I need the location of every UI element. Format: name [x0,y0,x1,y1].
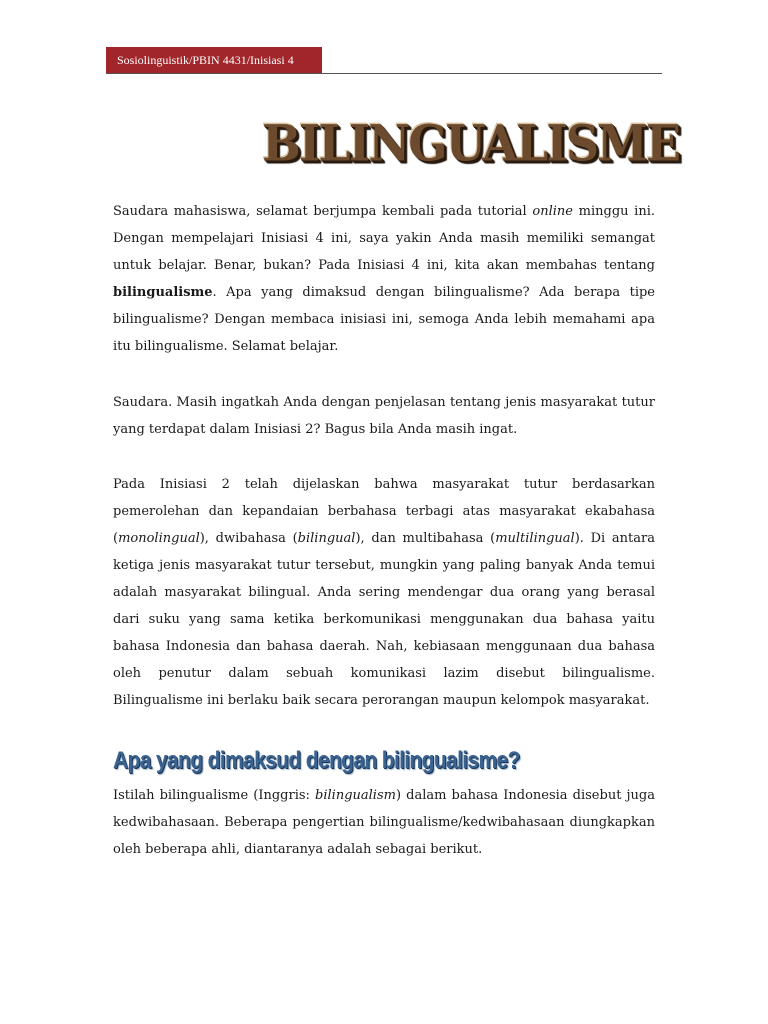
section-heading: Apa yang dimaksud dengan bilingualisme? [113,747,520,774]
text-run: ). Di antara ketiga jenis masyarakat tutur tersebut, mungkin yang paling banyak Anda temui adalah masyarakat bilingual. Anda sering mendengar dua orang yang berasal dari suku yang sama ketika berkomunikasi menggunakan dua bahasa yaitu bahasa Indonesia dan bahasa daerah. Nah, kebiasaan menggunaan dua bahasa oleh penutur dalam sebuah komunikasi lazim disebut bilingualisme. Bilingualisme ini berlaku baik secara perorangan maupun kelompok masyarakat. [113,531,655,708]
paragraph-intro [113,198,655,360]
header-label: Sosiolinguistik/PBIN 4431/Inisiasi 4 [106,47,322,74]
text-run: minggu ini. Dengan mempelajari Inisiasi 4 ini, saya yakin Anda masih memiliki semangat untuk belajar. Benar, bukan? Pada Inisiasi 4 ini, kita akan membahas tentang [113,204,656,273]
paragraph-recall: Saudara. Masih ingatkah Anda dengan penjelasan tentang jenis masyarakat tutur yang terdapat dalam Inisiasi 2? Bagus bila Anda masih ingat. [113,395,655,437]
bold-term: bilingualisme [113,285,213,300]
italic-term: monolingual [118,531,200,546]
header-rule [106,73,662,74]
text-run: Istilah bilingualisme (Inggris: [113,788,316,803]
italic-term: bilingualism [315,788,396,803]
text-run: Pada Inisiasi 2 telah dijelaskan bahwa masyarakat tutur berdasarkan pemerolehan dan kepandaian berbahasa terbagi atas masyarakat ekabahasa ( [113,477,655,546]
text-run: . Apa yang dimaksud dengan bilingualisme? Ada berapa tipe bilingualisme? Dengan membaca inisiasi ini, semoga Anda lebih memahami apa itu bilingualisme. Selamat belajar. [113,285,655,354]
text-run: Saudara mahasiswa, selamat berjumpa kembali pada tutorial [113,204,533,219]
paragraph-explanation [113,471,655,714]
italic-term: bilingual [297,531,356,546]
italic-term: online [532,204,573,219]
running-header [106,47,662,75]
italic-term: multilingual [495,531,575,546]
paragraph-definition [113,782,655,863]
text-run: ) dalam bahasa Indonesia disebut juga kedwibahasaan. Beberapa pengertian bilingualisme/kedwibahasaan diungkapkan oleh beberapa ahli, diantaranya adalah sebagai berikut. [113,788,655,857]
text-run: ), dan multibahasa ( [355,531,496,546]
document-title: BILINGUALISME [262,113,680,173]
text-run: ), dwibahasa ( [199,531,298,546]
